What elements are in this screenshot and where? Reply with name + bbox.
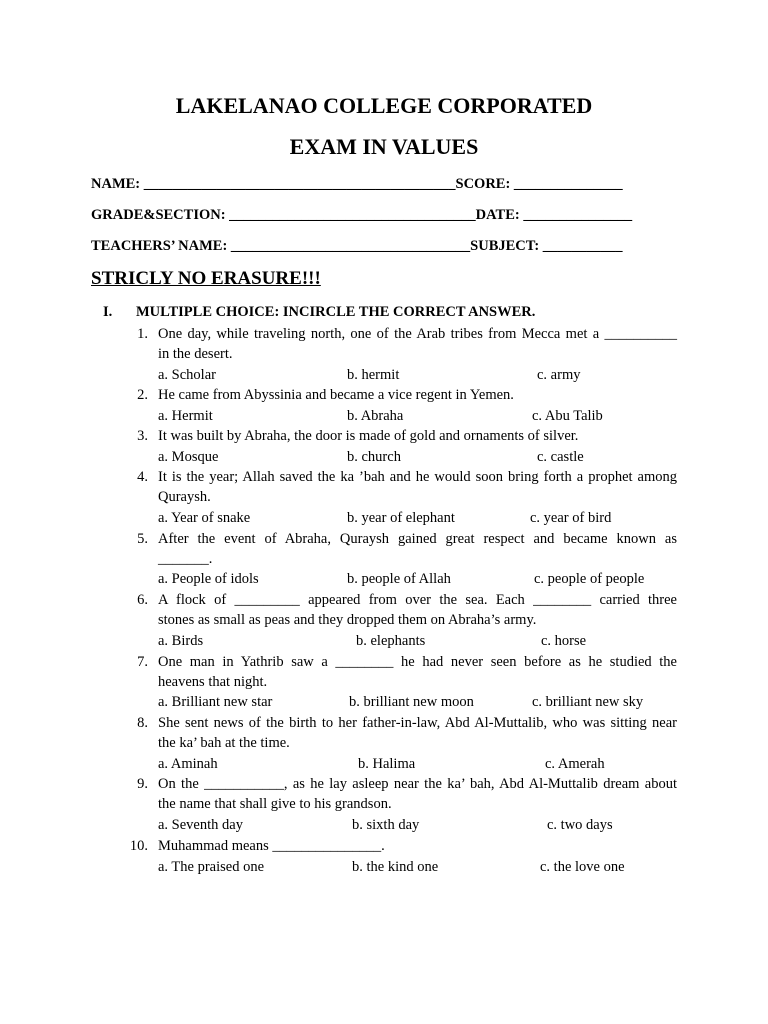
answer-choice-b[interactable]: b. sixth day bbox=[352, 817, 420, 833]
answer-choice-c[interactable]: c. the love one bbox=[540, 859, 625, 875]
answer-choice-b[interactable]: b. the kind one bbox=[352, 859, 439, 875]
answer-choice-a[interactable]: a. Aminah bbox=[158, 756, 218, 772]
school-name: LAKELANAO COLLEGE CORPORATED bbox=[175, 93, 593, 118]
section-number: I. bbox=[103, 304, 113, 320]
answer-choice-c[interactable]: c. Amerah bbox=[545, 756, 605, 772]
answer-choice-b[interactable]: b. people of Allah bbox=[347, 571, 451, 587]
answer-choice-c[interactable]: c. castle bbox=[537, 449, 584, 465]
answer-choice-b[interactable]: b. Halima bbox=[358, 756, 416, 772]
answer-choice-a[interactable]: a. Mosque bbox=[158, 449, 219, 465]
question-number: 6. bbox=[137, 592, 148, 608]
answer-choice-c[interactable]: c. two days bbox=[547, 817, 613, 833]
question-text: He came from Abyssinia and became a vice regent in Yemen. bbox=[158, 387, 514, 403]
answer-choice-c[interactable]: c. horse bbox=[541, 633, 587, 649]
answer-choice-a[interactable]: a. Hermit bbox=[158, 408, 213, 424]
name-score-line: NAME: ___________________________________________SCORE: _______________ bbox=[91, 176, 623, 192]
answer-choice-a[interactable]: a. People of idols bbox=[158, 571, 259, 587]
question-number: 7. bbox=[137, 654, 148, 670]
question-number: 1. bbox=[137, 326, 148, 342]
answer-choice-a[interactable]: a. Scholar bbox=[158, 367, 216, 383]
answer-choice-a[interactable]: a. The praised one bbox=[158, 859, 265, 875]
answer-choice-c[interactable]: c. army bbox=[537, 367, 581, 383]
question-text: in the desert. bbox=[158, 346, 233, 362]
answer-choice-a[interactable]: a. Birds bbox=[158, 633, 204, 649]
question-text: Quraysh. bbox=[158, 489, 211, 505]
question-text: It was built by Abraha, the door is made of gold and ornaments of silver. bbox=[158, 428, 579, 444]
answer-choice-b[interactable]: b. hermit bbox=[347, 367, 400, 383]
answer-choice-a[interactable]: a. Year of snake bbox=[158, 510, 251, 526]
question-number: 10. bbox=[129, 838, 148, 854]
answer-choice-b[interactable]: b. year of elephant bbox=[347, 510, 455, 526]
answer-choice-c[interactable]: c. year of bird bbox=[530, 510, 612, 526]
answer-choice-a[interactable]: a. Seventh day bbox=[158, 817, 243, 833]
question-text: _______. bbox=[158, 551, 213, 567]
question-text: On the ___________, as he lay asleep near the ka’ bah, Abd Al-Muttalib dream about bbox=[158, 776, 677, 792]
question-number: 8. bbox=[137, 715, 148, 731]
answer-choice-c[interactable]: c. Abu Talib bbox=[532, 408, 603, 424]
question-text: One day, while traveling north, one of the Arab tribes from Mecca met a __________ bbox=[158, 326, 677, 342]
question-text: After the event of Abraha, Quraysh gained great respect and became known as bbox=[158, 531, 677, 547]
grade-date-line: GRADE&SECTION: __________________________________DATE: _______________ bbox=[91, 207, 633, 223]
answer-choice-b[interactable]: b. Abraha bbox=[347, 408, 404, 424]
question-text: heavens that night. bbox=[158, 674, 268, 690]
question-text: It is the year; Allah saved the ka ’bah and he would soon bring forth a prophet among bbox=[158, 469, 677, 485]
question-text: One man in Yathrib saw a ________ he had never seen before as he studied the bbox=[158, 654, 677, 670]
answer-choice-b[interactable]: b. church bbox=[347, 449, 401, 465]
question-text: A flock of _________ appeared from over the sea. Each ________ carried three bbox=[158, 592, 677, 608]
question-number: 3. bbox=[137, 428, 148, 444]
answer-choice-c[interactable]: c. people of people bbox=[534, 571, 645, 587]
question-text: the name that shall give to his grandson. bbox=[158, 796, 392, 812]
exam-title: EXAM IN VALUES bbox=[289, 134, 479, 159]
question-text: Muhammad means _______________. bbox=[158, 838, 385, 854]
answer-choice-b[interactable]: b. brilliant new moon bbox=[349, 694, 474, 710]
question-number: 9. bbox=[137, 776, 148, 792]
teacher-subject-line: TEACHERS’ NAME: _________________________________SUBJECT: ___________ bbox=[91, 238, 623, 254]
section-title: MULTIPLE CHOICE: INCIRCLE THE CORRECT ANSWER. bbox=[136, 304, 536, 320]
answer-choice-b[interactable]: b. elephants bbox=[356, 633, 426, 649]
question-text: stones as small as peas and they dropped them on Abraha’s army. bbox=[158, 612, 537, 628]
answer-choice-c[interactable]: c. brilliant new sky bbox=[532, 694, 644, 710]
question-number: 2. bbox=[137, 387, 148, 403]
no-erasure-warning: STRICLY NO ERASURE!!! bbox=[91, 268, 321, 289]
answer-choice-a[interactable]: a. Brilliant new star bbox=[158, 694, 273, 710]
question-text: She sent news of the birth to her father-in-law, Abd Al-Muttalib, who was sitting near bbox=[158, 715, 677, 731]
question-number: 5. bbox=[137, 531, 148, 547]
question-text: the ka’ bah at the time. bbox=[158, 735, 290, 751]
question-number: 4. bbox=[137, 469, 148, 485]
